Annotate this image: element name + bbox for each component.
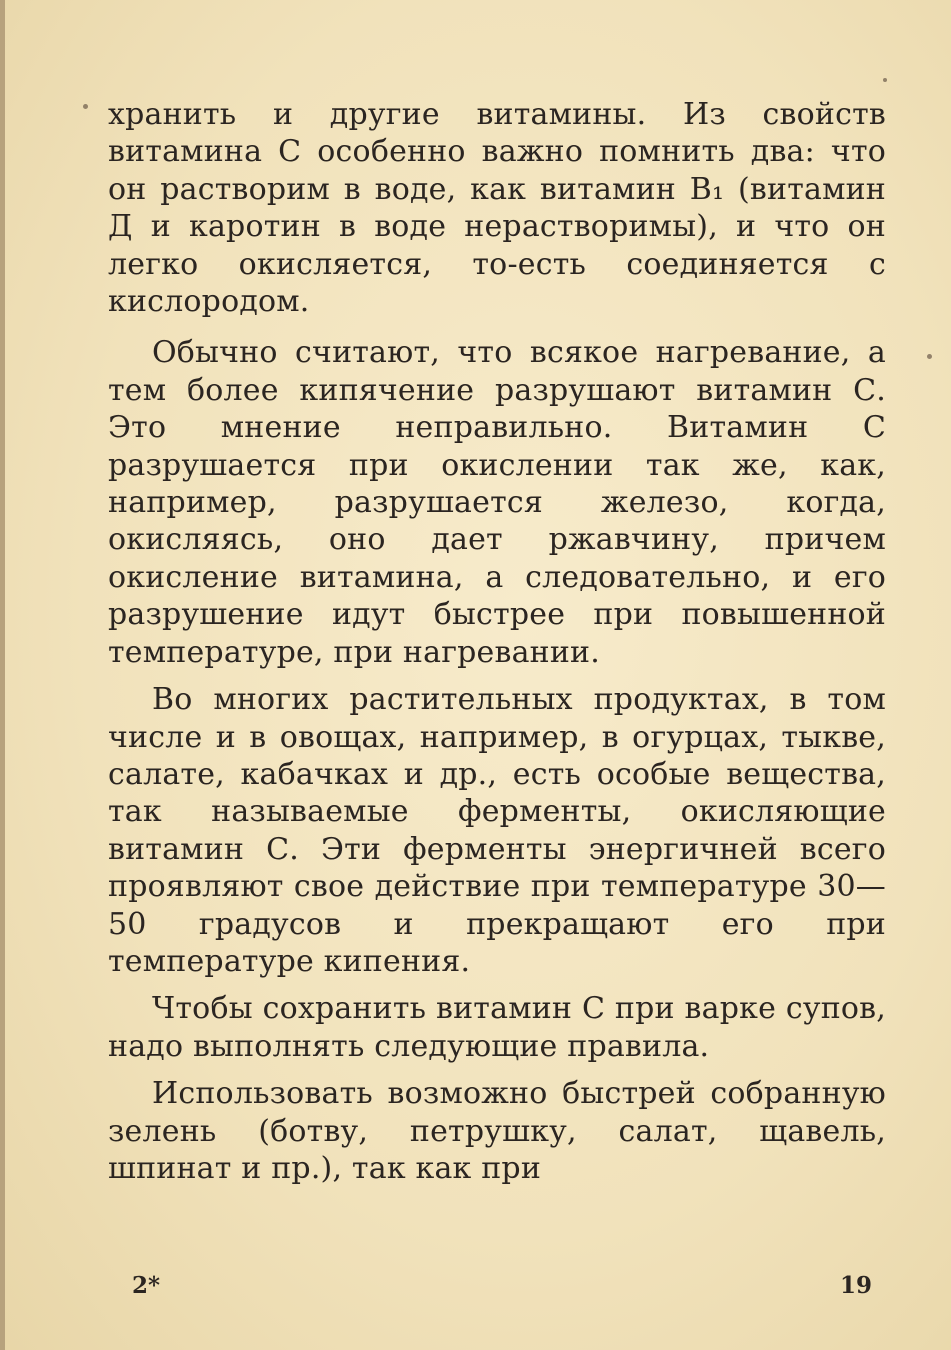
signature-mark: 2* — [132, 1272, 161, 1299]
paragraph-4: Чтобы сохранить витамин С при варке супов, надо выполнять следующие правила. — [108, 991, 886, 1064]
page-number: 19 — [839, 1272, 872, 1299]
body-text — [108, 96, 886, 1197]
print-speck — [83, 104, 88, 109]
print-speck — [883, 78, 887, 82]
print-speck — [927, 354, 932, 359]
paragraph-2: Обычно считают, что всякое нагревание, а тем более кипячение разрушают витамин С. Это мнение неправильно. Витамин С разрушается при окислении так же, как, например, разрушается железо, когда, окисляясь, оно дает ржавчину, причем окисление витамина, а следовательно, и его разрушение идут быстрее при повышенной температуре, при нагревании. — [108, 335, 886, 670]
page-footer — [132, 1272, 872, 1312]
paragraph-3: Во многих растительных продуктах, в том числе и в овощах, например, в огурцах, тыкве, салате, кабачках и др., есть особые вещества, так называемые ферменты, окисляющие витамин С. Эти ферменты энергичней всего проявляют свое действие при температуре 30—50 градусов и прекращают его при температуре кипения. — [108, 682, 886, 979]
paragraph-1: хранить и другие витамины. Из свойств витамина С особенно важно помнить два: что он растворим в воде, как витамин В₁ (витамин Д и каротин в воде нерастворимы), и что он легко окисляется, то-есть соединяется с кислородом. — [108, 97, 886, 320]
paragraph-5: Использовать возможно быстрей собранную зелень (ботву, петрушку, салат, щавель, шпинат и пр.), так как при — [108, 1076, 886, 1186]
